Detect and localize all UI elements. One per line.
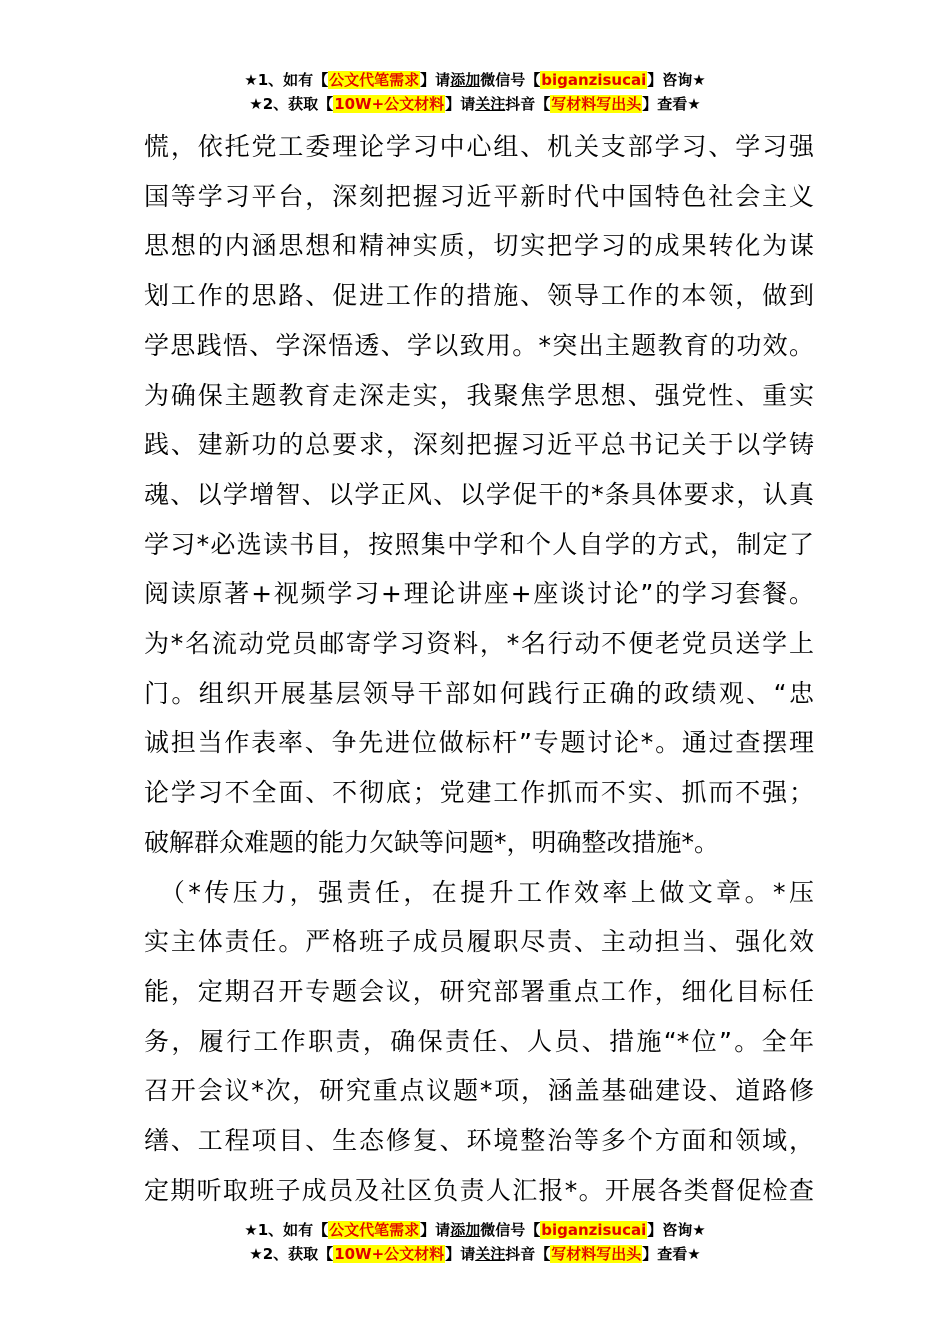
body-line: 门。组织开展基层领导干部如何践行正确的政绩观、“忠 <box>144 678 814 708</box>
banner-line-2 <box>0 92 950 116</box>
banner-highlight: 公文代笔需求 <box>329 71 420 89</box>
body-line: 召开会议*次，研究重点议题*项，涵盖基础建设、道路修 <box>144 1076 814 1106</box>
banner-text: 】请 <box>445 1245 476 1263</box>
banner-highlight: 10W+公文材料 <box>334 95 445 113</box>
body-line: 诚担当作表率、争先进位做标杆”专题讨论*。通过查摆理 <box>144 728 814 758</box>
banner-text: ★1、如有【 <box>244 1221 329 1239</box>
banner-text: 】请 <box>420 71 451 89</box>
body-line: 践、建新功的总要求，深刻把握习近平总书记关于以学铸 <box>144 430 814 460</box>
body-line: 为确保主题教育走深走实，我聚焦学思想、强党性、重实 <box>144 380 814 410</box>
banner-text: 】查看★ <box>642 95 701 113</box>
banner-text: 】查看★ <box>642 1245 701 1263</box>
banner-underline: 关注 <box>475 95 506 113</box>
banner-line-2 <box>0 1242 950 1266</box>
body-line: 思想的内涵思想和精神实质，切实把学习的成果转化为谋 <box>144 231 814 261</box>
banner-highlight: 公文代笔需求 <box>329 1221 420 1239</box>
banner-text: ★2、获取【 <box>249 1245 334 1263</box>
banner-text: 抖音【 <box>505 1245 551 1263</box>
banner-text: 】请 <box>420 1221 451 1239</box>
footer-banner <box>0 1218 950 1266</box>
banner-text: ★2、获取【 <box>249 95 334 113</box>
body-line: 论学习不全面、不彻底；党建工作抓而不实、抓而不强； <box>144 778 814 808</box>
banner-text: 微信号【 <box>480 1221 541 1239</box>
body-line: 破解群众难题的能力欠缺等问题*，明确整改措施*。 <box>144 827 720 857</box>
banner-text: 】咨询★ <box>647 1221 706 1239</box>
body-line: （*传压力，强责任，在提升工作效率上做文章。*压 <box>144 877 814 907</box>
body-line: 学思践悟、学深悟透、学以致用。*突出主题教育的功效。 <box>144 330 814 360</box>
body-line: 务，履行工作职责，确保责任、人员、措施“*位”。全年 <box>144 1026 814 1056</box>
header-banner <box>0 68 950 116</box>
banner-text: ★1、如有【 <box>244 71 329 89</box>
body-line: 阅读原著+视频学习+理论讲座+座谈讨论”的学习套餐。 <box>144 579 814 609</box>
banner-highlight: 写材料写出头 <box>551 95 642 113</box>
document-body <box>144 122 814 1215</box>
banner-text: 】咨询★ <box>647 71 706 89</box>
body-line: 慌，依托党工委理论学习中心组、机关支部学习、学习强 <box>144 132 814 161</box>
banner-highlight: biganzisucai <box>541 71 647 89</box>
banner-line-1 <box>0 68 950 92</box>
banner-highlight: 10W+公文材料 <box>334 1245 445 1263</box>
body-line: 学习*必选读书目，按照集中学和个人自学的方式，制定了 <box>144 529 814 559</box>
body-line: 能，定期召开专题会议，研究部署重点工作，细化目标任 <box>144 976 814 1006</box>
banner-text: 】请 <box>445 95 476 113</box>
banner-highlight: biganzisucai <box>541 1221 647 1239</box>
banner-text: 抖音【 <box>505 95 551 113</box>
banner-highlight: 写材料写出头 <box>551 1245 642 1263</box>
banner-underline: 添加 <box>450 71 481 89</box>
body-line: 缮、工程项目、生态修复、环境整治等多个方面和领域， <box>144 1126 814 1156</box>
banner-underline: 关注 <box>475 1245 506 1263</box>
body-line: 为*名流动党员邮寄学习资料，*名行动不便老党员送学上 <box>144 629 814 659</box>
body-line: 实主体责任。严格班子成员履职尽责、主动担当、强化效 <box>144 927 814 957</box>
body-line: 魂、以学增智、以学正风、以学促干的*条具体要求，认真 <box>144 479 814 509</box>
banner-text: 微信号【 <box>480 71 541 89</box>
banner-line-1 <box>0 1218 950 1242</box>
body-line: 划工作的思路、促进工作的措施、领导工作的本领，做到 <box>144 281 814 311</box>
banner-underline: 添加 <box>450 1221 481 1239</box>
body-line: 定期听取班子成员及社区负责人汇报*。开展各类督促检查 <box>144 1175 814 1205</box>
body-line: 国等学习平台，深刻把握习近平新时代中国特色社会主义 <box>144 181 814 211</box>
